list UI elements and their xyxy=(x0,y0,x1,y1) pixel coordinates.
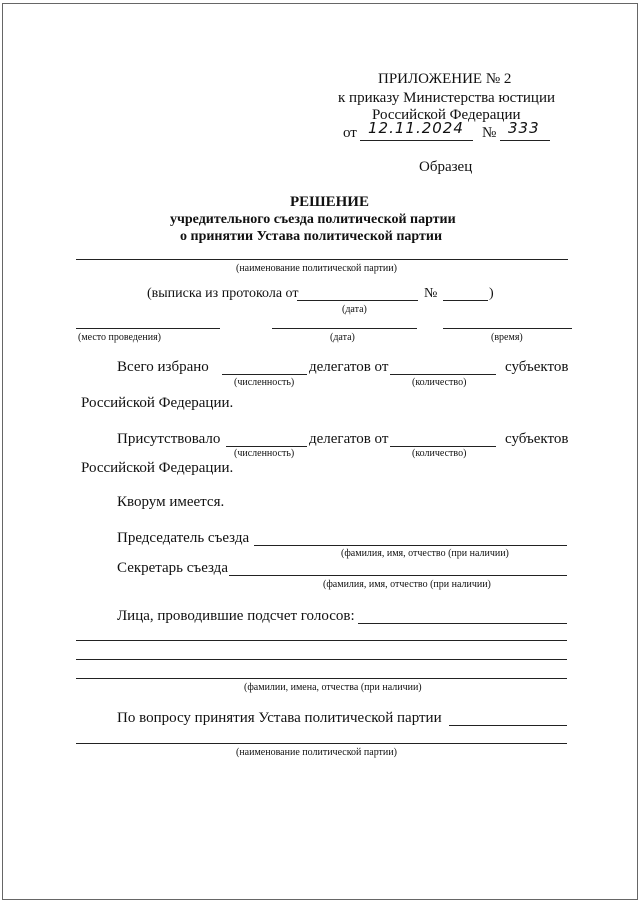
document-page xyxy=(2,3,638,900)
chairman-caption: (фамилия, имя, отчество (при наличии) xyxy=(341,548,509,559)
counters-label: Лица, проводившие подсчет голосов: xyxy=(117,608,355,624)
chairman-label: Председатель съезда xyxy=(117,530,250,546)
time-line xyxy=(443,328,572,329)
charter-question-label: По вопросу принятия Устава политической партии xyxy=(117,710,442,726)
order-date-line xyxy=(360,140,473,141)
elected-label: Всего избрано xyxy=(117,359,209,375)
present-quantity-line xyxy=(390,446,496,447)
elected-count-caption: (численность) xyxy=(234,377,295,388)
elected-count-line xyxy=(222,374,307,375)
counters-caption: (фамилии, имена, отчества (при наличии) xyxy=(244,682,422,693)
order-country: Российской Федерации xyxy=(372,107,521,123)
present-count-line xyxy=(226,446,307,447)
counters-line-3 xyxy=(76,659,567,660)
time-caption: (время) xyxy=(491,332,523,343)
elected-quantity-line xyxy=(390,374,496,375)
elected-quantity-caption: (количество) xyxy=(412,377,467,388)
charter-party-caption: (наименование политической партии) xyxy=(236,747,397,758)
secretary-label: Секретарь съезда xyxy=(117,560,228,576)
chairman-line xyxy=(254,545,567,546)
elected-continuation: Российской Федерации. xyxy=(81,395,234,411)
order-number-handwritten: 333 xyxy=(508,119,540,137)
order-date-handwritten: 12.11.2024 xyxy=(368,119,464,137)
extract-label: (выписка из протокола от xyxy=(147,286,299,301)
charter-party-line-1 xyxy=(449,725,567,726)
charter-party-line-2 xyxy=(76,743,567,744)
present-quantity-caption: (количество) xyxy=(412,448,467,459)
present-delegates-from: делегатов от xyxy=(309,431,389,447)
document-subtitle-2: о принятии Устава политической партии xyxy=(180,229,443,244)
extract-number-sign: № xyxy=(424,286,438,301)
present-continuation: Российской Федерации. xyxy=(81,460,234,476)
extract-date-caption: (дата) xyxy=(342,304,367,315)
party-name-line xyxy=(76,259,568,260)
elected-subjects: субъектов xyxy=(505,359,569,375)
extract-number-line xyxy=(443,300,488,301)
order-number-sign: № xyxy=(482,125,497,141)
elected-delegates-from: делегатов от xyxy=(309,359,389,375)
present-count-caption: (численность) xyxy=(234,448,295,459)
order-number-line xyxy=(500,140,550,141)
place-caption: (место проведения) xyxy=(78,332,162,343)
secretary-caption: (фамилия, имя, отчество (при наличии) xyxy=(323,579,491,590)
place-line xyxy=(76,328,220,329)
extract-close-paren: ) xyxy=(489,286,494,301)
present-subjects: субъектов xyxy=(505,431,569,447)
order-from-label: от xyxy=(343,125,357,141)
present-label: Присутствовало xyxy=(117,431,221,447)
appendix-label: ПРИЛОЖЕНИЕ № 2 xyxy=(378,71,512,87)
date-line xyxy=(272,328,417,329)
party-name-caption: (наименование политической партии) xyxy=(236,263,397,274)
sample-label: Образец xyxy=(419,159,473,175)
date-caption: (дата) xyxy=(330,332,355,343)
extract-date-line xyxy=(297,300,418,301)
counters-line-1 xyxy=(358,623,567,624)
counters-line-4 xyxy=(76,678,567,679)
quorum-text: Кворум имеется. xyxy=(117,494,225,510)
document-subtitle-1: учредительного съезда политической партии xyxy=(170,212,456,227)
order-reference: к приказу Министерства юстиции xyxy=(338,90,555,106)
counters-line-2 xyxy=(76,640,567,641)
secretary-line xyxy=(229,575,567,576)
document-title: РЕШЕНИЕ xyxy=(290,194,369,210)
